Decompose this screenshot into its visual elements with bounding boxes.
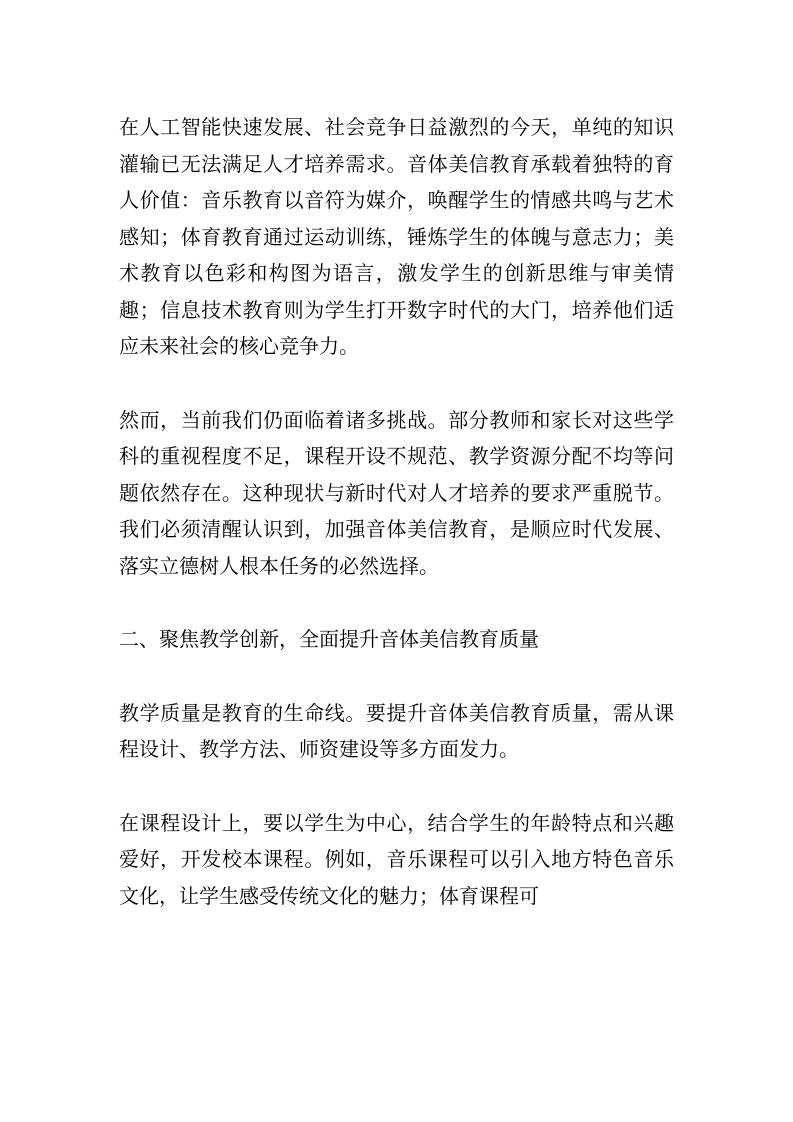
paragraph-intro-value: 在人工智能快速发展、社会竞争日益激烈的今天，单纯的知识灌输已无法满足人才培养需求。音体美信教育承载着独特的育人价值：音乐教育以音符为媒介，唤醒学生的情感共鸣与艺术感知；体育教育通过运动训练，锤炼学生的体魄与意志力；美术教育以色彩和构图为语言，激发学生的创新思维与审美情趣；信息技术教育则为学生打开数字时代的大门，培养他们适应未来社会的核心竞争力。: [119, 115, 674, 358]
paragraph-curriculum: 在课程设计上，要以学生为中心，结合学生的年龄特点和兴趣爱好，开发校本课程。例如，音乐课程可以引入地方特色音乐文化，让学生感受传统文化的魅力；体育课程可: [119, 810, 674, 908]
paragraph-challenges: 然而，当前我们仍面临着诸多挑战。部分教师和家长对这些学科的重视程度不足，课程开设不规范、教学资源分配不均等问题依然存在。这种现状与新时代对人才培养的要求严重脱节。我们必须清醒认识到，加强音体美信教育，是顺应时代发展、落实立德树人根本任务的必然选择。: [119, 407, 674, 578]
paragraph-quality: 教学质量是教育的生命线。要提升音体美信教育质量，需从课程设计、教学方法、师资建设等多方面发力。: [119, 700, 674, 761]
section-heading: 二、聚焦教学创新，全面提升音体美信教育质量: [119, 627, 539, 651]
paragraph-spacer: [119, 584, 674, 621]
paragraph-spacer: [119, 658, 674, 695]
paragraph-spacer: [119, 365, 674, 402]
paragraph-spacer: [119, 768, 674, 805]
